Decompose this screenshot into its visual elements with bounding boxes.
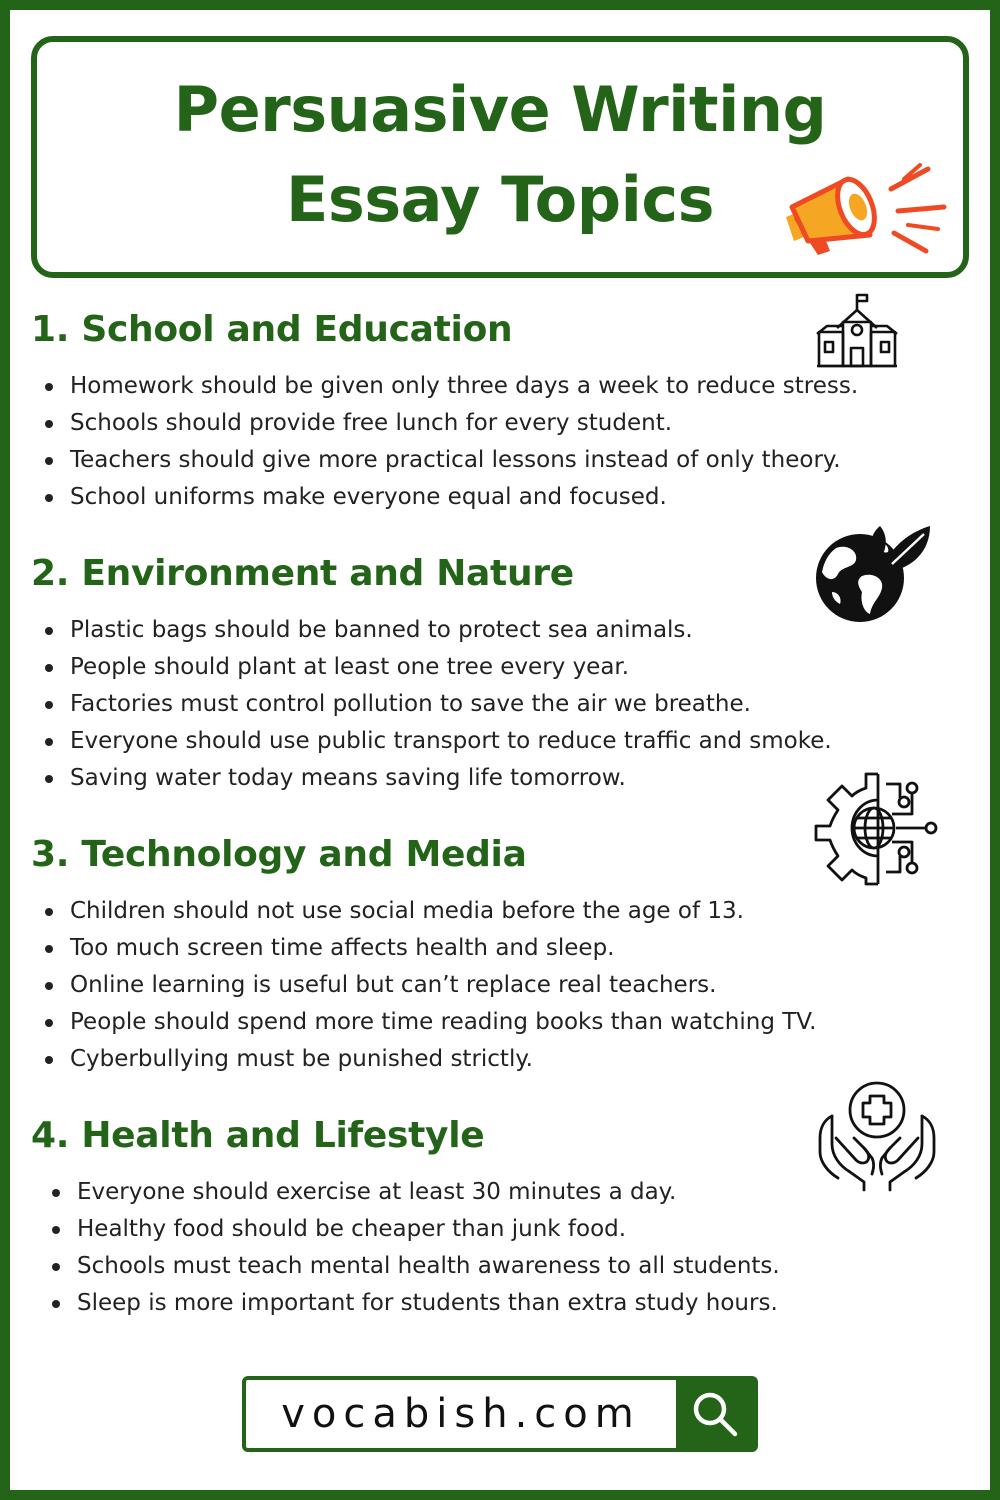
- list-item: Everyone should exercise at least 30 minutes a day.: [52, 1174, 780, 1211]
- section-title-health: 4. Health and Lifestyle: [31, 1115, 485, 1156]
- list-item: Cyberbullying must be punished strictly.: [45, 1041, 816, 1078]
- section-title-environment: 2. Environment and Nature: [31, 553, 574, 594]
- list-item: Homework should be given only three days a week to reduce stress.: [45, 368, 858, 405]
- list-item: Schools should provide free lunch for every student.: [45, 405, 858, 442]
- section-list-technology: [45, 893, 816, 1078]
- section-list-school: [45, 368, 858, 516]
- page-title-line-1: Persuasive Writing: [173, 73, 827, 146]
- list-item: School uniforms make everyone equal and focused.: [45, 479, 858, 516]
- search-icon: [689, 1388, 741, 1440]
- section-title-technology: 3. Technology and Media: [31, 834, 527, 875]
- school-building-icon: [815, 292, 899, 368]
- list-item: Sleep is more important for students than extra study hours.: [52, 1285, 780, 1322]
- megaphone-icon: [778, 155, 948, 270]
- earth-with-leaves-icon: [812, 522, 936, 624]
- list-item: Too much screen time affects health and sleep.: [45, 930, 816, 967]
- list-item: Saving water today means saving life tomorrow.: [45, 760, 832, 797]
- page-title-line-2: Essay Topics: [285, 163, 715, 236]
- search-button[interactable]: [676, 1380, 754, 1448]
- site-url[interactable]: vocabish.com: [281, 1391, 641, 1437]
- list-item: Children should not use social media before the age of 13.: [45, 893, 816, 930]
- section-list-health: [52, 1174, 780, 1322]
- list-item: Plastic bags should be banned to protect sea animals.: [45, 612, 832, 649]
- list-item: People should spend more time reading books than watching TV.: [45, 1004, 816, 1041]
- hands-holding-medical-cross-icon: [814, 1080, 940, 1192]
- list-item: Online learning is useful but can’t replace real teachers.: [45, 967, 816, 1004]
- list-item: People should plant at least one tree every year.: [45, 649, 832, 686]
- list-item: Schools must teach mental health awareness to all students.: [52, 1248, 780, 1285]
- site-search-box[interactable]: [242, 1376, 758, 1452]
- section-title-school: 1. School and Education: [31, 309, 513, 350]
- list-item: Factories must control pollution to save the air we breathe.: [45, 686, 832, 723]
- list-item: Everyone should use public transport to reduce traffic and smoke.: [45, 723, 832, 760]
- list-item: Healthy food should be cheaper than junk food.: [52, 1211, 780, 1248]
- section-list-environment: [45, 612, 832, 797]
- list-item: Teachers should give more practical lessons instead of only theory.: [45, 442, 858, 479]
- gear-globe-circuit-icon: [812, 770, 940, 888]
